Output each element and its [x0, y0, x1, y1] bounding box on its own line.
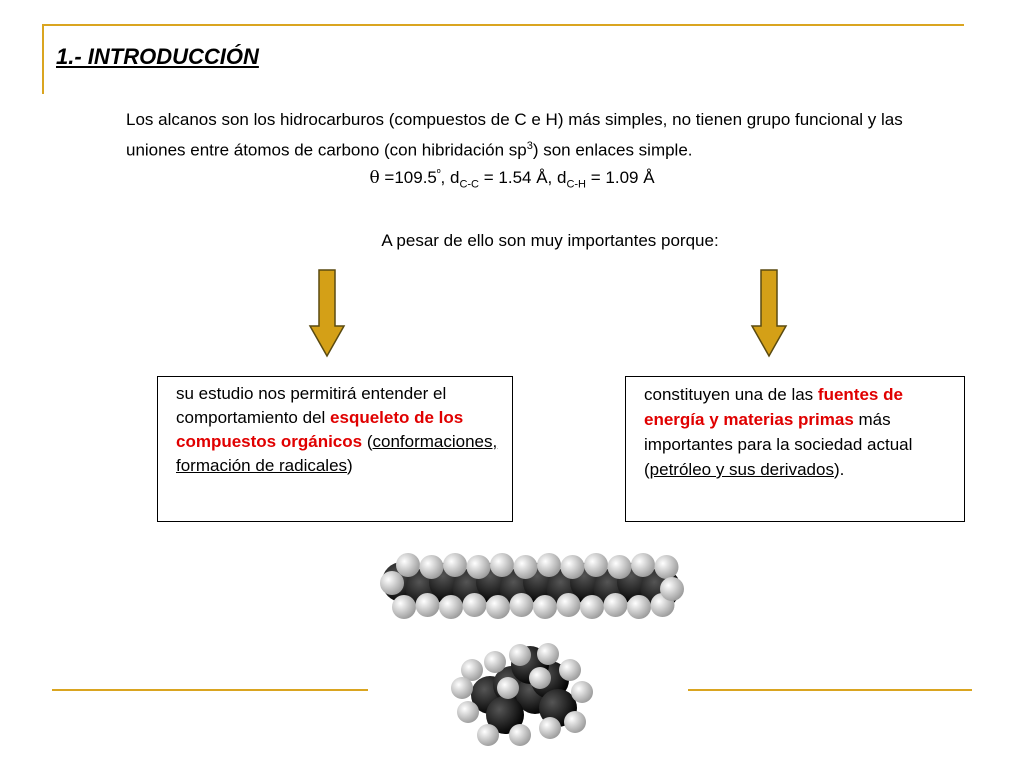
hydrogen-atom: [477, 724, 499, 746]
degree-symbol: º: [436, 168, 441, 180]
right-box-text: constituyen una de las: [644, 385, 818, 404]
hydrogen-atom: [497, 677, 519, 699]
left-box-highlight: esqueleto de los compuestos orgánicos: [176, 408, 464, 451]
subtitle: A pesar de ello son muy importantes porque:: [381, 231, 719, 250]
ch-value: = 1.09 Å: [586, 168, 655, 187]
right-box-text-3: ).: [833, 460, 845, 479]
hydrogen-atom: [561, 555, 585, 579]
hydrogen-atom: [514, 555, 538, 579]
formula-sep: , d: [440, 168, 460, 187]
bond-formula: [0, 168, 1024, 190]
theta-symbol: θ: [369, 168, 380, 188]
hydrogen-atom: [486, 595, 510, 619]
hydrogen-atom: [584, 553, 608, 577]
hydrogen-atom: [533, 595, 557, 619]
hydrogen-atom: [451, 677, 473, 699]
hydrogen-atom: [380, 571, 404, 595]
hydrogen-atom: [539, 717, 561, 739]
hydrogen-atom: [660, 577, 684, 601]
hydrogen-atom: [396, 553, 420, 577]
hydrogen-atom: [467, 555, 491, 579]
ch-subscript: C-H: [566, 178, 587, 191]
hydrogen-atom: [529, 667, 551, 689]
hydrogen-atom: [631, 553, 655, 577]
hydrogen-atom: [564, 711, 586, 733]
top-rule: [42, 24, 964, 26]
right-box-text-2: más importantes para la sociedad actual (: [644, 410, 913, 479]
slide-title: 1.- INTRODUCCIÓN: [56, 44, 259, 69]
intro-sup: 3: [526, 140, 533, 152]
left-box-text: su estudio nos permitirá entender el comportamiento del: [176, 384, 447, 427]
hydrogen-atom: [608, 555, 632, 579]
hydrogen-atom: [509, 644, 531, 666]
down-arrow-icon: [308, 268, 346, 358]
bottom-rule-left: [52, 689, 368, 691]
right-box-underlined: petróleo y sus derivados: [649, 460, 834, 479]
hydrogen-atom: [490, 553, 514, 577]
right-box-highlight: fuentes de energía y materias primas: [644, 385, 903, 429]
hydrogen-atom: [655, 555, 679, 579]
hydrogen-atom: [443, 553, 467, 577]
down-arrow-icon: [750, 268, 788, 358]
cc-value: = 1.54 Å, d: [479, 168, 567, 187]
cc-subscript: C-C: [459, 178, 480, 191]
bottom-rule-right: [688, 689, 972, 691]
left-box-text-3: ): [347, 456, 353, 475]
hydrogen-atom: [559, 659, 581, 681]
angle-value: =109.5: [379, 168, 437, 187]
hydrogen-atom: [604, 593, 628, 617]
hydrogen-atom: [557, 593, 581, 617]
right-info-box: [625, 376, 965, 522]
left-box-text-2: (: [362, 432, 373, 451]
hydrogen-atom: [580, 595, 604, 619]
hydrogen-atom: [571, 681, 593, 703]
intro-text-b: ) son enlaces simple.: [532, 140, 693, 160]
hydrogen-atom: [392, 595, 416, 619]
branched-alkane-molecule-model: [450, 640, 600, 750]
hydrogen-atom: [416, 593, 440, 617]
hydrogen-atom: [463, 593, 487, 617]
hydrogen-atom: [537, 553, 561, 577]
hydrogen-atom: [484, 651, 506, 673]
hydrogen-atom: [627, 595, 651, 619]
left-box-underlined: conformaciones, formación de radicales: [176, 432, 498, 475]
hydrogen-atom: [457, 701, 479, 723]
hydrogen-atom: [420, 555, 444, 579]
left-info-box: [157, 376, 513, 522]
linear-alkane-molecule-model: [380, 545, 686, 625]
hydrogen-atom: [510, 593, 534, 617]
intro-text-a: Los alcanos son los hidrocarburos (compuestos de C e H) más simples, no tienen grupo funcional y las uniones entre átomos de carbono (con hibridación sp: [126, 110, 903, 160]
intro-paragraph: [126, 107, 936, 164]
hydrogen-atom: [439, 595, 463, 619]
left-rule: [42, 24, 44, 94]
hydrogen-atom: [537, 643, 559, 665]
hydrogen-atom: [509, 724, 531, 746]
